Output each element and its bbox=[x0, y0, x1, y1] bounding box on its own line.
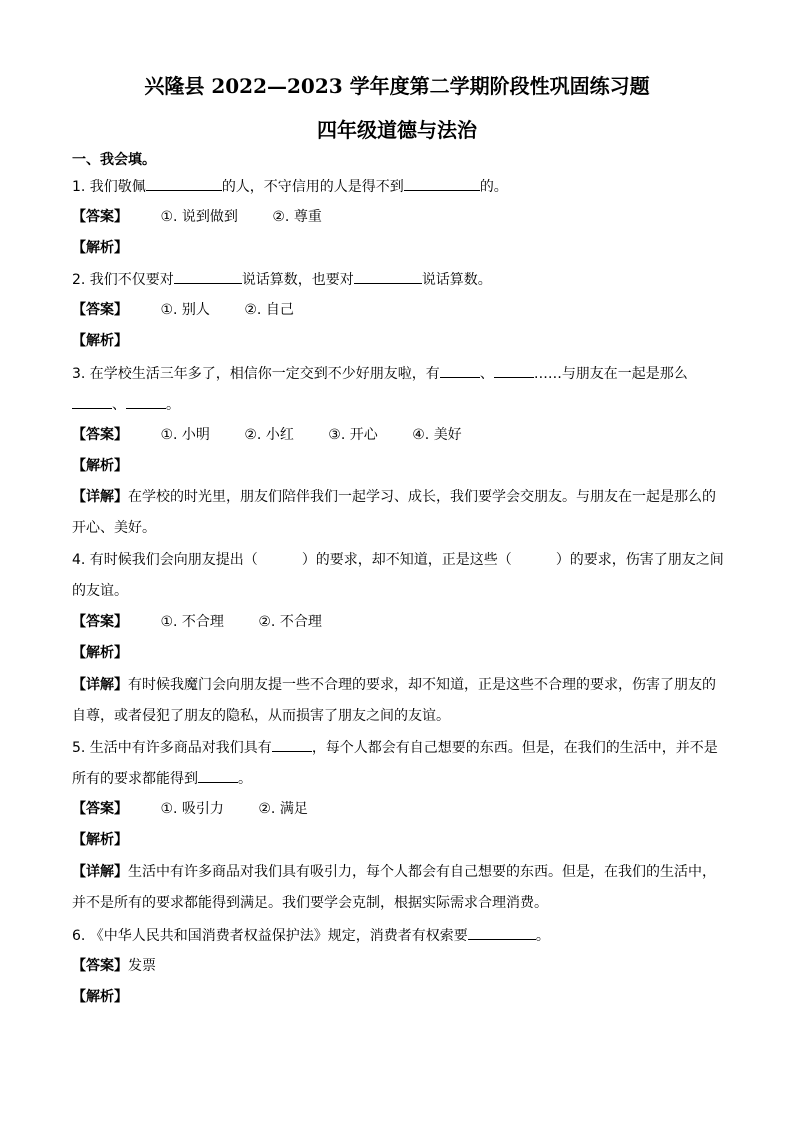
q2-blank-2 bbox=[354, 269, 422, 284]
answer-value: 自己 bbox=[265, 302, 294, 318]
answer-label: 【答案】 bbox=[72, 209, 128, 225]
q4-text-c: ）的要求，伤害了朋友之间 bbox=[555, 552, 724, 568]
answer-value: 美好 bbox=[433, 427, 462, 443]
q6-analysis-label: 【解析】 bbox=[72, 989, 128, 1005]
q3-detail-text-1: 在学校的时光里，朋友们陪伴我们一起学习、成长，我们要学会交朋友。与朋友在一起是那么的 bbox=[128, 489, 716, 505]
q5-blank-2 bbox=[198, 768, 238, 783]
detail-label: 【详解】 bbox=[72, 489, 128, 505]
detail-label: 【详解】 bbox=[72, 677, 128, 693]
answer-label: 【答案】 bbox=[72, 302, 128, 318]
q5-text-a: 5. 生活中有许多商品对我们具有 bbox=[72, 740, 272, 756]
q3-blank-2 bbox=[494, 363, 534, 378]
q5-text-b: ，每个人都会有自己想要的东西。但是，在我们的生活中，并不是 bbox=[311, 740, 718, 756]
question-3-line-2 bbox=[72, 394, 732, 415]
q4-detail-text-1: 有时候我魔门会向朋友提一些不合理的要求，却不知道，正是这些不合理的要求，伤害了朋友的 bbox=[128, 677, 716, 693]
answer-value: 不合理 bbox=[181, 614, 224, 630]
answer-value: 吸引力 bbox=[181, 801, 224, 817]
answer-num: ①. bbox=[160, 427, 178, 443]
q4-text-b: ）的要求，却不知道，正是这些（ bbox=[301, 552, 512, 568]
q2-text-b: 说话算数，也要对 bbox=[241, 272, 354, 288]
answer-num: ①. bbox=[160, 614, 178, 630]
detail-label: 【详解】 bbox=[72, 864, 128, 880]
q3-blank-3 bbox=[72, 394, 112, 409]
q4-detail-line-1 bbox=[72, 675, 732, 695]
q6-text-a: 6. 《中华人民共和国消费者权益保护法》规定，消费者有权索要 bbox=[72, 928, 468, 944]
q3-detail-line-2: 开心、美好。 bbox=[72, 520, 156, 536]
answer-num: ①. bbox=[160, 209, 178, 225]
answer-num: ②. bbox=[258, 801, 276, 817]
q5-detail-text-1: 生活中有许多商品对我们具有吸引力，每个人都会有自己想要的东西。但是，在我们的生活中， bbox=[128, 864, 716, 880]
q1-analysis-label: 【解析】 bbox=[72, 240, 128, 256]
q1-blank-2 bbox=[404, 176, 480, 191]
question-6 bbox=[72, 925, 732, 946]
answer-value: 发票 bbox=[128, 958, 156, 974]
q6-answer bbox=[72, 956, 732, 976]
q6-blank-1 bbox=[468, 925, 536, 940]
q4-answer bbox=[72, 612, 732, 632]
q4-analysis-label: 【解析】 bbox=[72, 645, 128, 661]
q2-text-a: 2. 我们不仅要对 bbox=[72, 272, 174, 288]
q5-text-d: 。 bbox=[238, 771, 252, 787]
q2-text-c: 说话算数。 bbox=[421, 272, 492, 288]
answer-value: 尊重 bbox=[293, 209, 322, 225]
q3-text-b: 、 bbox=[479, 366, 494, 382]
q5-answer bbox=[72, 799, 732, 819]
answer-num: ③. bbox=[328, 427, 346, 443]
document-subtitle: 四年级道德与法治 bbox=[317, 118, 477, 142]
answer-value: 不合理 bbox=[279, 614, 322, 630]
q1-answer bbox=[72, 207, 732, 227]
question-4-line-2: 的友谊。 bbox=[72, 583, 128, 599]
question-1 bbox=[72, 176, 732, 197]
answer-num: ②. bbox=[244, 427, 262, 443]
q1-text-c: 的。 bbox=[479, 179, 508, 195]
question-5-line-1 bbox=[72, 737, 732, 758]
question-5-line-2 bbox=[72, 768, 732, 789]
q3-text-a: 3. 在学校生活三年多了，相信你一定交到不少好朋友啦，有 bbox=[72, 366, 440, 382]
answer-value: 小红 bbox=[265, 427, 294, 443]
answer-num: ②. bbox=[244, 302, 262, 318]
q5-detail-line-1 bbox=[72, 862, 732, 882]
answer-value: 小明 bbox=[181, 427, 210, 443]
q1-text-a: 1. 我们敬佩 bbox=[72, 179, 146, 195]
q2-analysis-label: 【解析】 bbox=[72, 333, 128, 349]
q3-text-c: ……与朋友在一起是那么 bbox=[533, 366, 688, 382]
answer-value: 说到做到 bbox=[181, 209, 238, 225]
answer-label: 【答案】 bbox=[72, 427, 128, 443]
section-heading: 一、我会填。 bbox=[72, 152, 156, 168]
q4-text-a: 4. 有时候我们会向朋友提出（ bbox=[72, 552, 258, 568]
q1-text-b: 的人，不守信用的人是得不到 bbox=[221, 179, 404, 195]
answer-label: 【答案】 bbox=[72, 614, 128, 630]
question-3-line-1 bbox=[72, 363, 732, 384]
q5-blank-1 bbox=[272, 737, 312, 752]
answer-value: 开心 bbox=[349, 427, 378, 443]
answer-value: 别人 bbox=[181, 302, 210, 318]
q2-answer bbox=[72, 300, 732, 320]
q2-blank-1 bbox=[174, 269, 242, 284]
document-title: 兴隆县 2022—2023 学年度第二学期阶段性巩固练习题 bbox=[144, 74, 650, 98]
answer-num: ①. bbox=[160, 302, 178, 318]
q5-detail-line-2: 并不是所有的要求都能得到满足。我们要学会克制，根据实际需求合理消费。 bbox=[72, 895, 548, 911]
answer-num: ②. bbox=[272, 209, 290, 225]
q1-blank-1 bbox=[146, 176, 222, 191]
q3-answer bbox=[72, 425, 732, 445]
q5-text-c: 所有的要求都能得到 bbox=[72, 771, 198, 787]
answer-label: 【答案】 bbox=[72, 801, 128, 817]
question-2 bbox=[72, 269, 732, 290]
q4-detail-line-2: 自尊，或者侵犯了朋友的隐私，从而损害了朋友之间的友谊。 bbox=[72, 708, 450, 724]
question-4-line-1 bbox=[72, 550, 732, 570]
q6-text-b: 。 bbox=[535, 928, 550, 944]
q3-blank-4 bbox=[126, 394, 166, 409]
answer-num: ②. bbox=[258, 614, 276, 630]
q3-text-d: 、 bbox=[112, 397, 126, 413]
answer-num: ④. bbox=[412, 427, 430, 443]
answer-num: ①. bbox=[160, 801, 178, 817]
q3-text-e: 。 bbox=[166, 397, 180, 413]
q5-analysis-label: 【解析】 bbox=[72, 832, 128, 848]
q3-detail-line-1 bbox=[72, 487, 732, 507]
answer-label: 【答案】 bbox=[72, 958, 128, 974]
q3-analysis-label: 【解析】 bbox=[72, 458, 128, 474]
answer-value: 满足 bbox=[279, 801, 308, 817]
q3-blank-1 bbox=[440, 363, 480, 378]
